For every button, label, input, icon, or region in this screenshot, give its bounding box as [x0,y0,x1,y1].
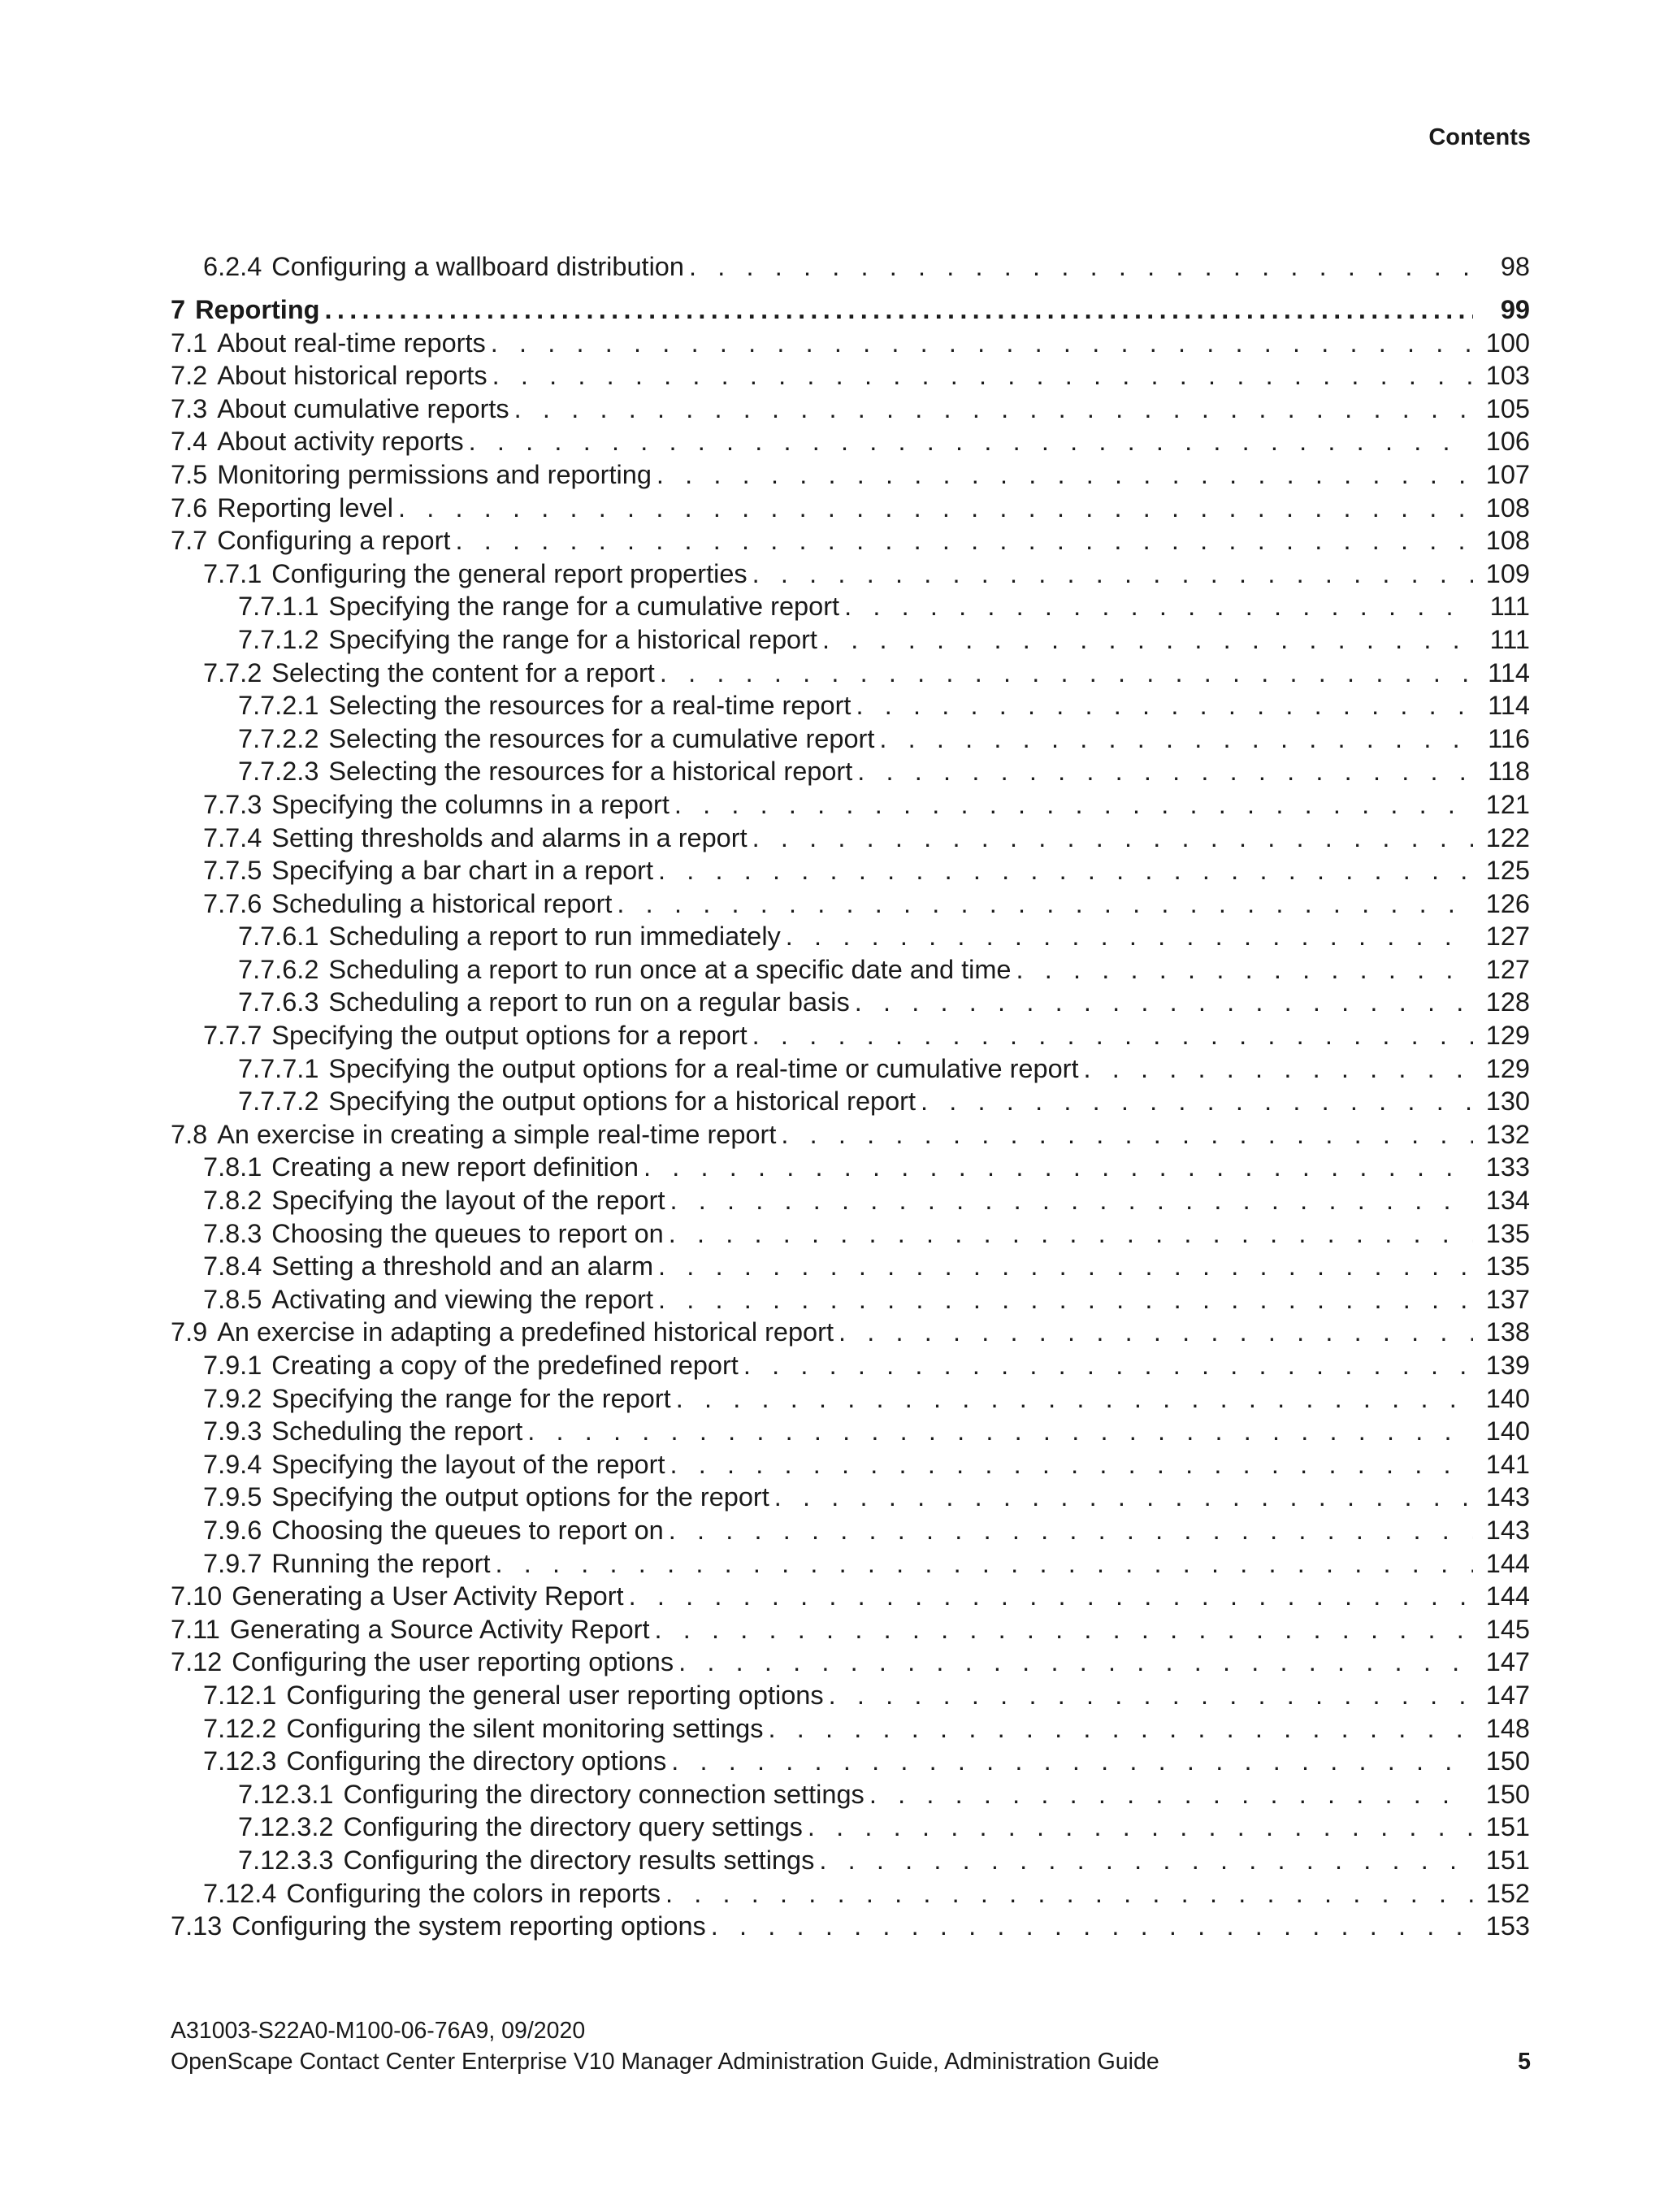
toc-entry-title: Specifying the range for a cumulative report [328,592,840,622]
toc-entry-number: 7.7.1 [203,558,262,588]
toc-entry-number: 7.12.3.1 [238,1779,334,1809]
toc-entry-title: About cumulative reports [217,393,509,423]
toc-entry[interactable] [171,1681,1530,1714]
toc-entry[interactable] [171,1549,1530,1582]
toc-entry[interactable] [171,1812,1530,1846]
toc-dot-leader [496,1549,1473,1579]
toc-entry-title: Specifying the range for a historical report [328,624,817,654]
toc-dot-leader [655,1615,1474,1645]
toc-entry-title: Configuring the colors in reports [286,1878,661,1908]
toc-dot-leader [819,1846,1473,1876]
toc-entry[interactable] [171,1186,1530,1219]
toc-dot-leader [656,460,1473,490]
toc-entry[interactable] [171,559,1530,592]
toc-entry-number: 7.7.2 [203,657,262,687]
toc-entry[interactable] [171,1021,1530,1054]
toc-entry[interactable] [171,1219,1530,1252]
toc-entry[interactable] [171,1911,1530,1945]
toc-entry[interactable] [171,1120,1530,1153]
toc-entry-title: Configuring the system reporting options [232,1911,706,1941]
toc-entry[interactable] [171,625,1530,658]
toc-entry-number: 7.9.4 [203,1449,262,1479]
toc-dot-leader [617,889,1473,919]
toc-entry-page: 141 [1485,1449,1530,1479]
toc-entry-title: Reporting [195,294,320,324]
toc-entry-title: Choosing the queues to report on [271,1515,664,1545]
toc-entry-number: 7.8.2 [203,1186,262,1216]
toc-entry-title: Specifying the columns in a report [271,789,670,819]
toc-entry-number: 7.9.2 [203,1383,262,1413]
toc-entry-title: Specifying the output options for a report [271,1021,748,1051]
toc-dot-leader [879,724,1473,754]
toc-entry-page: 145 [1485,1614,1530,1644]
toc-entry-page: 100 [1485,327,1530,358]
toc-entry-number: 7.7.4 [203,822,262,852]
toc-entry-number: 7.7.7.2 [238,1086,319,1117]
toc-dot-leader [514,394,1473,424]
toc-entry-title: Creating a new report definition [271,1152,639,1182]
toc-entry-title: About real-time reports [217,327,486,358]
toc-entry-page: 135 [1485,1251,1530,1282]
toc-dot-leader [1084,1054,1474,1084]
toc-entry[interactable] [171,1152,1530,1186]
toc-dot-leader [689,252,1473,282]
toc-entry-number: 7.7 [171,526,208,556]
toc-entry-title: Scheduling the report [271,1416,523,1446]
toc-entry-page: 138 [1485,1317,1530,1347]
toc-entry-page: 114 [1488,657,1530,687]
toc-dot-leader [786,922,1473,952]
toc-entry[interactable] [171,724,1530,757]
toc-entry[interactable] [171,1714,1530,1747]
toc-entry-number: 7.5 [171,459,208,489]
toc-entry-page: 151 [1485,1812,1530,1842]
toc-entry[interactable] [171,790,1530,823]
toc-entry[interactable] [171,526,1530,559]
toc-entry[interactable] [171,987,1530,1021]
toc-entry-page: 143 [1485,1482,1530,1512]
toc-entry-number: 7.12.3 [203,1746,277,1776]
toc-dot-leader [527,1416,1473,1446]
toc-entry-page: 127 [1485,954,1530,984]
toc-dot-leader [844,592,1473,622]
toc-dot-leader [808,1812,1473,1842]
toc-entry-title: Scheduling a report to run once at a specific date and time [328,954,1012,984]
toc-entry-title: Generating a Source Activity Report [229,1614,650,1644]
toc-entry-title: Configuring the user reporting options [232,1647,674,1677]
toc-entry-number: 7.12.3.3 [238,1845,334,1875]
toc-dot-leader [829,1681,1473,1711]
toc-entry[interactable] [171,493,1530,527]
toc-entry-page: 153 [1485,1911,1530,1941]
toc-entry-page: 132 [1485,1119,1530,1149]
toc-entry-page: 108 [1485,526,1530,556]
toc-entry[interactable] [171,295,1530,328]
footer-doc-title: OpenScape Contact Center Enterprise V10 Manager Administration Guide, Administration Guide [171,2049,1159,2075]
toc-entry-number: 7.10 [171,1581,223,1611]
toc-dot-leader [658,1251,1473,1282]
toc-entry[interactable] [171,1351,1530,1384]
toc-entry-number: 7.8 [171,1119,208,1149]
toc-entry-title: About activity reports [217,427,464,457]
toc-entry[interactable] [171,1086,1530,1120]
toc-entry-title: Specifying the output options for a historical report [328,1086,916,1117]
toc-entry-title: Selecting the resources for a cumulative report [328,723,875,753]
toc-dot-leader [670,1186,1473,1216]
toc-entry-title: Specifying the output options for the report [271,1482,769,1512]
toc-dot-leader [921,1086,1473,1117]
toc-entry[interactable] [171,955,1530,988]
toc-entry[interactable] [171,889,1530,922]
toc-entry[interactable] [171,252,1530,285]
toc-entry-number: 7.9.7 [203,1548,262,1578]
toc-entry-number: 7.12.4 [203,1878,277,1908]
toc-entry[interactable] [171,460,1530,493]
toc-entry-page: 144 [1485,1548,1530,1578]
toc-entry-number: 7.12.1 [203,1680,277,1710]
page-footer [171,2015,1531,2077]
toc-entry-title: Configuring the general user reporting options [286,1680,824,1710]
toc-dot-leader [644,1152,1473,1182]
toc-entry-number: 7.7.6 [203,888,262,918]
toc-dot-leader [670,1450,1473,1480]
toc-entry-number: 7.7.2.1 [238,691,319,721]
toc-entry-page: 129 [1485,1021,1530,1051]
toc-entry-number: 7.7.5 [203,856,262,886]
toc-dot-leader [658,856,1473,886]
toc-entry-number: 7.8.5 [203,1284,262,1314]
toc-dot-leader [769,1714,1474,1744]
toc-entry[interactable] [171,757,1530,790]
toc-dot-leader [869,1780,1473,1810]
toc-dot-leader [660,658,1473,688]
toc-entry-page: 133 [1485,1152,1530,1182]
toc-entry[interactable] [171,394,1530,427]
toc-entry-page: 129 [1485,1053,1530,1083]
toc-entry-page: 125 [1485,856,1530,886]
toc-entry-page: 111 [1489,592,1530,622]
toc-entry[interactable] [171,658,1530,692]
toc-entry-title: Selecting the content for a report [271,657,655,687]
toc-entry-page: 128 [1485,987,1530,1017]
toc-entry[interactable] [171,1516,1530,1549]
page-number: 5 [1518,2049,1531,2075]
toc-entry-page: 137 [1485,1284,1530,1314]
toc-dot-leader [469,427,1473,457]
toc-dot-leader [678,1647,1473,1677]
toc-entry-page: 147 [1485,1647,1530,1677]
toc-dot-leader [781,1120,1473,1150]
toc-entry-number: 7.3 [171,393,208,423]
toc-entry-number: 7.7.2.2 [238,723,319,753]
toc-entry-number: 7.7.6.3 [238,987,319,1017]
toc-entry-title: Selecting the resources for a historical report [328,757,853,787]
toc-entry-title: Configuring a report [217,526,451,556]
toc-entry-title: Generating a User Activity Report [232,1581,624,1611]
toc-dot-leader [856,691,1473,721]
toc-dot-leader [676,1384,1473,1414]
toc-entry-number: 7.6 [171,492,208,523]
toc-entry-page: 98 [1500,252,1530,281]
toc-entry-number: 7.12.2 [203,1713,277,1743]
toc-entry-page: 116 [1488,723,1530,753]
toc-entry-title: Selecting the resources for a real-time report [328,691,852,721]
toc-entry-title: Configuring the directory connection settings [343,1779,864,1809]
toc-entry-page: 135 [1485,1218,1530,1248]
toc-entry[interactable] [171,856,1530,889]
toc-dot-leader [665,1879,1473,1909]
toc-dot-leader [838,1317,1473,1347]
toc-entry-title: Specifying the layout of the report [271,1186,665,1216]
toc-entry-page: 144 [1485,1581,1530,1611]
toc-entry-number: 7.8.3 [203,1218,262,1248]
toc-entry-number: 7.8.4 [203,1251,262,1282]
toc-entry-title: Creating a copy of the predefined report [271,1351,739,1380]
toc-dot-leader [752,1021,1473,1051]
toc-entry[interactable] [171,922,1530,955]
toc-dot-leader [629,1581,1473,1611]
toc-entry-page: 118 [1488,757,1530,787]
toc-entry-number: 7.7.7.1 [238,1053,319,1083]
toc-entry-title: Scheduling a report to run on a regular basis [328,987,850,1017]
toc-entry[interactable] [171,1615,1530,1648]
toc-entry-title: Configuring the directory query settings [343,1812,803,1842]
toc-entry[interactable] [171,823,1530,857]
toc-entry[interactable] [171,1581,1530,1615]
toc-entry-title: Reporting level [217,492,393,523]
toc-entry-title: An exercise in adapting a predefined historical report [217,1317,834,1347]
toc-dot-leader [658,1285,1473,1315]
toc-entry-page: 106 [1485,427,1530,457]
toc-entry-page: 134 [1485,1186,1530,1216]
toc-entry-title: Scheduling a historical report [271,888,613,918]
toc-entry[interactable] [171,427,1530,460]
toc-entry-title: Configuring the silent monitoring settings [286,1713,764,1743]
toc-entry[interactable] [171,691,1530,724]
toc-entry-title: About historical reports [217,361,488,391]
toc-entry-page: 109 [1485,558,1530,588]
toc-entry[interactable] [171,1416,1530,1450]
toc-entry-title: Setting thresholds and alarms in a report [271,822,748,852]
toc-entry-page: 107 [1485,459,1530,489]
toc-entry-title: Configuring the directory options [286,1746,667,1776]
toc-entry-page: 147 [1485,1680,1530,1710]
toc-dot-leader [455,526,1473,556]
toc-entry-title: Specifying a bar chart in a report [271,856,653,886]
toc-entry-title: Specifying the range for the report [271,1383,671,1413]
toc-entry-page: 126 [1485,888,1530,918]
toc-entry-title: Running the report [271,1548,491,1578]
toc-entry-title: Activating and viewing the report [271,1284,654,1314]
toc-dot-leader [855,987,1473,1017]
toc-dot-leader [822,625,1473,655]
toc-entry-number: 7.7.2.3 [238,757,319,787]
toc-entry-number: 7.9.1 [203,1351,262,1380]
toc-entry[interactable] [171,1384,1530,1417]
toc-dot-leader [857,757,1473,787]
page-header-title: Contents [1428,124,1531,150]
toc-entry-page: 139 [1485,1351,1530,1380]
toc-entry-title: Monitoring permissions and reporting [217,459,652,489]
toc-entry-title: Specifying the layout of the report [271,1449,665,1479]
toc-entry-page: 105 [1485,393,1530,423]
toc-entry[interactable] [171,1780,1530,1813]
toc-entry-title: Configuring the directory results settings [343,1845,815,1875]
table-of-contents [171,252,1530,1945]
toc-entry-title: Configuring a wallboard distribution [271,252,684,281]
toc-entry[interactable] [171,1317,1530,1351]
toc-entry[interactable] [171,1846,1530,1879]
toc-entry-number: 7.9.3 [203,1416,262,1446]
toc-dot-leader [669,1219,1473,1249]
toc-entry-number: 7.9.6 [203,1515,262,1545]
toc-dot-leader [774,1482,1473,1512]
toc-dot-leader [491,328,1473,358]
toc-entry[interactable] [171,361,1530,394]
toc-entry-number: 7.12.3.2 [238,1812,334,1842]
toc-dot-leader [492,361,1473,391]
toc-dot-leader [325,295,1473,325]
toc-dot-leader [752,559,1473,589]
toc-entry-page: 148 [1485,1713,1530,1743]
toc-entry-page: 150 [1485,1746,1530,1776]
toc-dot-leader [1016,955,1474,985]
toc-dot-leader [711,1911,1473,1941]
toc-entry[interactable] [171,1746,1530,1780]
toc-entry-title: Specifying the output options for a real-time or cumulative report [328,1053,1079,1083]
toc-entry-number: 7.8.1 [203,1152,262,1182]
toc-entry-number: 7.7.6.2 [238,954,319,984]
toc-dot-leader [674,790,1473,820]
toc-entry-number: 7.9 [171,1317,208,1347]
toc-entry-title: Choosing the queues to report on [271,1218,664,1248]
toc-entry[interactable] [171,592,1530,625]
toc-entry-number: 7.1 [171,327,208,358]
toc-entry[interactable] [171,1482,1530,1516]
toc-entry-number: 7.9.5 [203,1482,262,1512]
toc-entry-number: 7.4 [171,427,208,457]
footer-doc-id: A31003-S22A0-M100-06-76A9, 09/2020 [171,2018,586,2044]
toc-entry-number: 7.7.7 [203,1021,262,1051]
toc-dot-leader [671,1746,1473,1776]
toc-entry-number: 7.7.3 [203,789,262,819]
toc-entry-page: 140 [1485,1416,1530,1446]
toc-entry-number: 6.2.4 [203,252,262,281]
toc-entry-page: 121 [1485,789,1530,819]
toc-entry-page: 99 [1500,294,1530,324]
toc-entry[interactable] [171,328,1530,362]
toc-entry[interactable] [171,1879,1530,1912]
toc-entry-number: 7.7.6.1 [238,922,319,952]
toc-entry-page: 152 [1485,1878,1530,1908]
toc-entry-page: 108 [1485,492,1530,523]
toc-entry-title: An exercise in creating a simple real-time report [217,1119,777,1149]
toc-entry-page: 150 [1485,1779,1530,1809]
toc-entry-page: 111 [1489,624,1530,654]
toc-entry-page: 122 [1485,822,1530,852]
toc-entry-page: 143 [1485,1515,1530,1545]
toc-entry-number: 7.2 [171,361,208,391]
toc-entry[interactable] [171,1450,1530,1483]
toc-entry-number: 7.7.1.1 [238,592,319,622]
toc-entry[interactable] [171,1647,1530,1681]
toc-entry-title: Setting a threshold and an alarm [271,1251,654,1282]
toc-entry-title: Configuring the general report properties [271,558,748,588]
toc-entry-number: 7.12 [171,1647,223,1677]
toc-entry-number: 7.7.1.2 [238,624,319,654]
toc-entry[interactable] [171,1054,1530,1087]
toc-entry[interactable] [171,1251,1530,1285]
toc-entry-page: 140 [1485,1383,1530,1413]
toc-dot-leader [669,1516,1473,1546]
toc-entry[interactable] [171,1285,1530,1318]
toc-entry-number: 7.13 [171,1911,223,1941]
toc-entry-number: 7 [171,294,186,324]
toc-dot-leader [398,493,1473,523]
toc-entry-page: 103 [1485,361,1530,391]
toc-dot-leader [752,823,1473,853]
toc-entry-page: 114 [1488,691,1530,721]
toc-entry-page: 127 [1485,922,1530,952]
toc-entry-number: 7.11 [171,1614,220,1644]
toc-dot-leader [743,1351,1473,1381]
toc-entry-page: 151 [1485,1845,1530,1875]
toc-entry-page: 130 [1485,1086,1530,1117]
toc-entry-title: Scheduling a report to run immediately [328,922,781,952]
